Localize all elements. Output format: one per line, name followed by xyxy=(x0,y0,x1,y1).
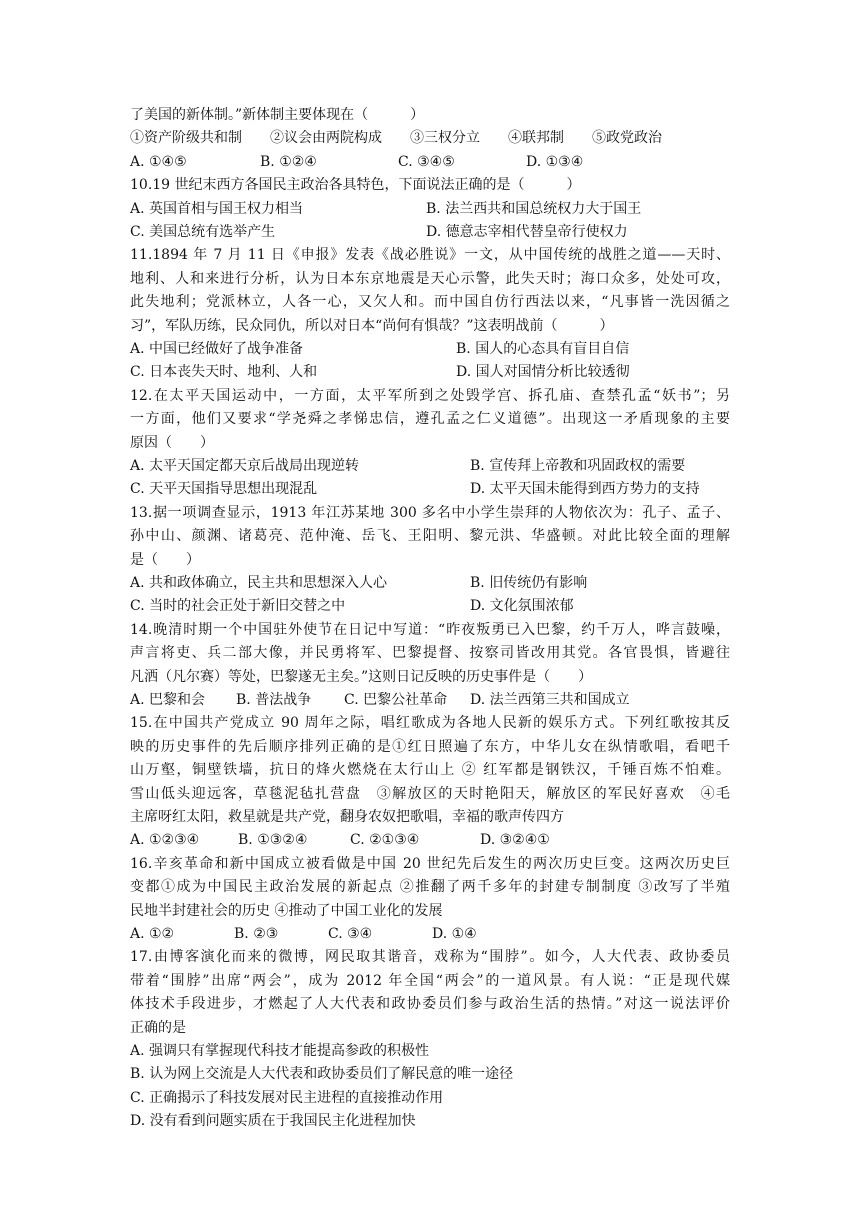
answer-option: D. 太平天国未能得到西方势力的支持 xyxy=(470,481,700,498)
text-line: 原因（ ） xyxy=(130,434,214,451)
answer-option: A. ①④⑤ xyxy=(130,153,187,170)
answer-options-row xyxy=(130,455,730,478)
answer-option: B. ①③②④ xyxy=(238,832,308,849)
text-line: 变都①成为中国民主政治发展的新起点 ②推翻了两千多年的封建专制制度 ③改写了半殖 xyxy=(130,879,730,896)
text-line: 11.1894 年 7 月 11 日《申报》发表《战必胜说》一文，从中国传统的战胜之道——天时、 xyxy=(130,247,730,264)
text-line: D. 没有看到问题实质在于我国民主化进程加快 xyxy=(130,1113,416,1130)
text-line: 10.19 世纪末西方各国民主政治各具特色，下面说法正确的是（ ） xyxy=(130,177,581,194)
answer-options-row xyxy=(130,221,730,244)
answer-option: C. 天平天国指导思想出现混乱 xyxy=(130,481,318,498)
answer-option: B. 国人的心态具有盲目自信 xyxy=(456,341,630,357)
answer-option: D. ③②④① xyxy=(480,832,550,849)
answer-option: D. ①④ xyxy=(432,926,477,942)
text-line: 带着“围脖”出席“两会”，成为 2012 年全国“两会”的一道风景。有人说：“正是现代媒 xyxy=(130,972,730,989)
answer-option: A. 共和政体确立，民主共和思想深入人心 xyxy=(130,575,388,591)
answer-option: D. 文化氛围浓郁 xyxy=(470,598,574,615)
text-line: 习”，军队历练，民众同仇，所以对日本“尚何有惧哉？”这表明战前（ ） xyxy=(130,317,614,334)
text-line: 17.由博客演化而来的微博，网民取其谐音，戏称为“围脖”。如今，人大代表、政协委员 xyxy=(130,949,730,966)
answer-option: B. 普法战争 xyxy=(236,692,312,708)
answer-options-row xyxy=(130,689,730,712)
answer-option: A. ①②③④ xyxy=(130,832,200,849)
answer-option: C. ③④⑤ xyxy=(398,153,455,170)
answer-option: D. ①③④ xyxy=(526,153,584,170)
text-line: B. 认为网上交流是人大代表和政协委员们了解民意的唯一途径 xyxy=(130,1066,514,1083)
answer-option: A. 英国首相与国王权力相当 xyxy=(130,200,304,217)
text-line: 一方面，他们又要求“学尧舜之孝悌忠信，遵孔孟之仁义道德”。出现这一矛盾现象的主要 xyxy=(130,411,730,428)
text-line: 山万壑，铜壁铁墙，抗日的烽火燃烧在太行山上 ② 红军都是钢铁汉，千锤百炼不怕难。 xyxy=(130,762,730,779)
answer-option: B. ②③ xyxy=(234,926,279,942)
answer-option: A. 中国已经做好了战争准备 xyxy=(130,341,304,357)
answer-option: C. ③④ xyxy=(328,926,373,942)
answer-options-row xyxy=(130,338,730,361)
answer-option: C. 当时的社会正处于新旧交替之中 xyxy=(130,598,346,615)
text-line: 16.辛亥革命和新中国成立被看做是中国 20 世纪先后发生的两次历史巨变。这两次历史巨 xyxy=(130,855,730,872)
text-line: 雪山低头迎远客，草毯泥毡扎营盘 ③解放区的天时艳阳天，解放区的军民好喜欢 ④毛 xyxy=(130,785,730,802)
answer-options-row xyxy=(130,151,730,174)
answer-option: A. 太平天国定都天京后战局出现逆转 xyxy=(130,458,360,474)
text-line: ①资产阶级共和制 ②议会由两院构成 ③三权分立 ④联邦制 ⑤政党政治 xyxy=(130,130,662,147)
answer-option: D. 德意志宰相代替皇帝行使权力 xyxy=(426,224,628,240)
text-line: 民地半封建社会的历史 ④推动了中国工业化的发展 xyxy=(130,902,443,919)
answer-option: A. 巴黎和会 xyxy=(130,692,206,708)
answer-option: D. 国人对国情分析比较透彻 xyxy=(456,364,630,381)
answer-option: B. 旧传统仍有影响 xyxy=(470,575,588,591)
text-line: C. 正确揭示了科技发展对民主进程的直接推动作用 xyxy=(130,1089,444,1106)
text-line: 体技术手段进步，才燃起了人大代表和政协委员们参与政治生活的热情。”对这一说法评价 xyxy=(130,996,730,1013)
text-line: 映的历史事件的先后顺序排列正确的是①红日照遍了东方，中华儿女在纵情歌唱，看吧千 xyxy=(130,738,730,755)
answer-options-row xyxy=(130,198,730,221)
text-line: 孙中山、颜渊、诸葛亮、范仲淹、岳飞、王阳明、黎元洪、华盛顿。对此比较全面的理解 xyxy=(130,528,730,545)
text-line: 15.在中国共产党成立 90 周年之际，唱红歌成为各地人民新的娱乐方式。下列红歌按其反 xyxy=(130,715,730,732)
text-line: 此失地利；党派林立，人各一心，又欠人和。而中国自仿行西法以来，“凡事皆一洗因循之 xyxy=(130,294,730,311)
answer-options-row xyxy=(130,923,730,946)
text-line: A. 强调只有掌握现代科技才能提高参政的积极性 xyxy=(130,1043,430,1059)
text-line: 声言将吏、兵二部大像，并民勇将军、巴黎提督、按察司皆改用其党。各官畏惧，皆避往 xyxy=(130,645,730,662)
text-line: 13.据一项调查显示，1913 年江苏某地 300 多名中小学生崇拜的人物依次为：孔子、孟子、 xyxy=(130,504,730,521)
answer-options-row xyxy=(130,572,730,595)
answer-option: B. ①②④ xyxy=(260,153,317,170)
text-line: 12.在太平天国运动中，一方面，太平军所到之处毁学宫、拆孔庙、查禁孔孟“妖书”；另 xyxy=(130,387,730,404)
answer-option: B. 宣传拜上帝教和巩固政权的需要 xyxy=(470,458,686,474)
answer-options-row xyxy=(130,478,730,501)
answer-option: A. ①② xyxy=(130,926,175,942)
answer-option: B. 法兰西共和国总统权力大于国王 xyxy=(426,200,642,217)
answer-option: C. 美国总统有选举产生 xyxy=(130,224,276,240)
text-line: 主席呀红太阳，救星就是共产党，翻身农奴把歌唱，幸福的歌声传四方 xyxy=(130,809,564,825)
text-line: 地利、人和来进行分析，认为日本东京地震是天心示警，此失天时；海口众多，处处可攻， xyxy=(130,270,730,287)
answer-options-row xyxy=(130,829,730,852)
text-line: 了美国的新体制。”新体制主要体现在（ ） xyxy=(130,107,425,123)
answer-options-row xyxy=(130,361,730,384)
text-line: 正确的是 xyxy=(130,1019,186,1036)
text-line: 凡洒（凡尔赛）等处，巴黎遂无主矣。”这则日记反映的历史事件是（ ） xyxy=(130,668,593,685)
text-line: 14.晚清时期一个中国驻外使节在日记中写道：“昨夜叛勇已入巴黎，约千万人，哗言鼓噪， xyxy=(130,621,730,638)
text-line: 是（ ） xyxy=(130,551,200,568)
answer-option: C. 日本丧失天时、地利、人和 xyxy=(130,364,318,381)
answer-option: C. 巴黎公社革命 xyxy=(344,692,448,708)
answer-option: C. ②①③④ xyxy=(350,832,420,849)
answer-options-row xyxy=(130,595,730,618)
answer-option: D. 法兰西第三共和国成立 xyxy=(470,692,630,708)
